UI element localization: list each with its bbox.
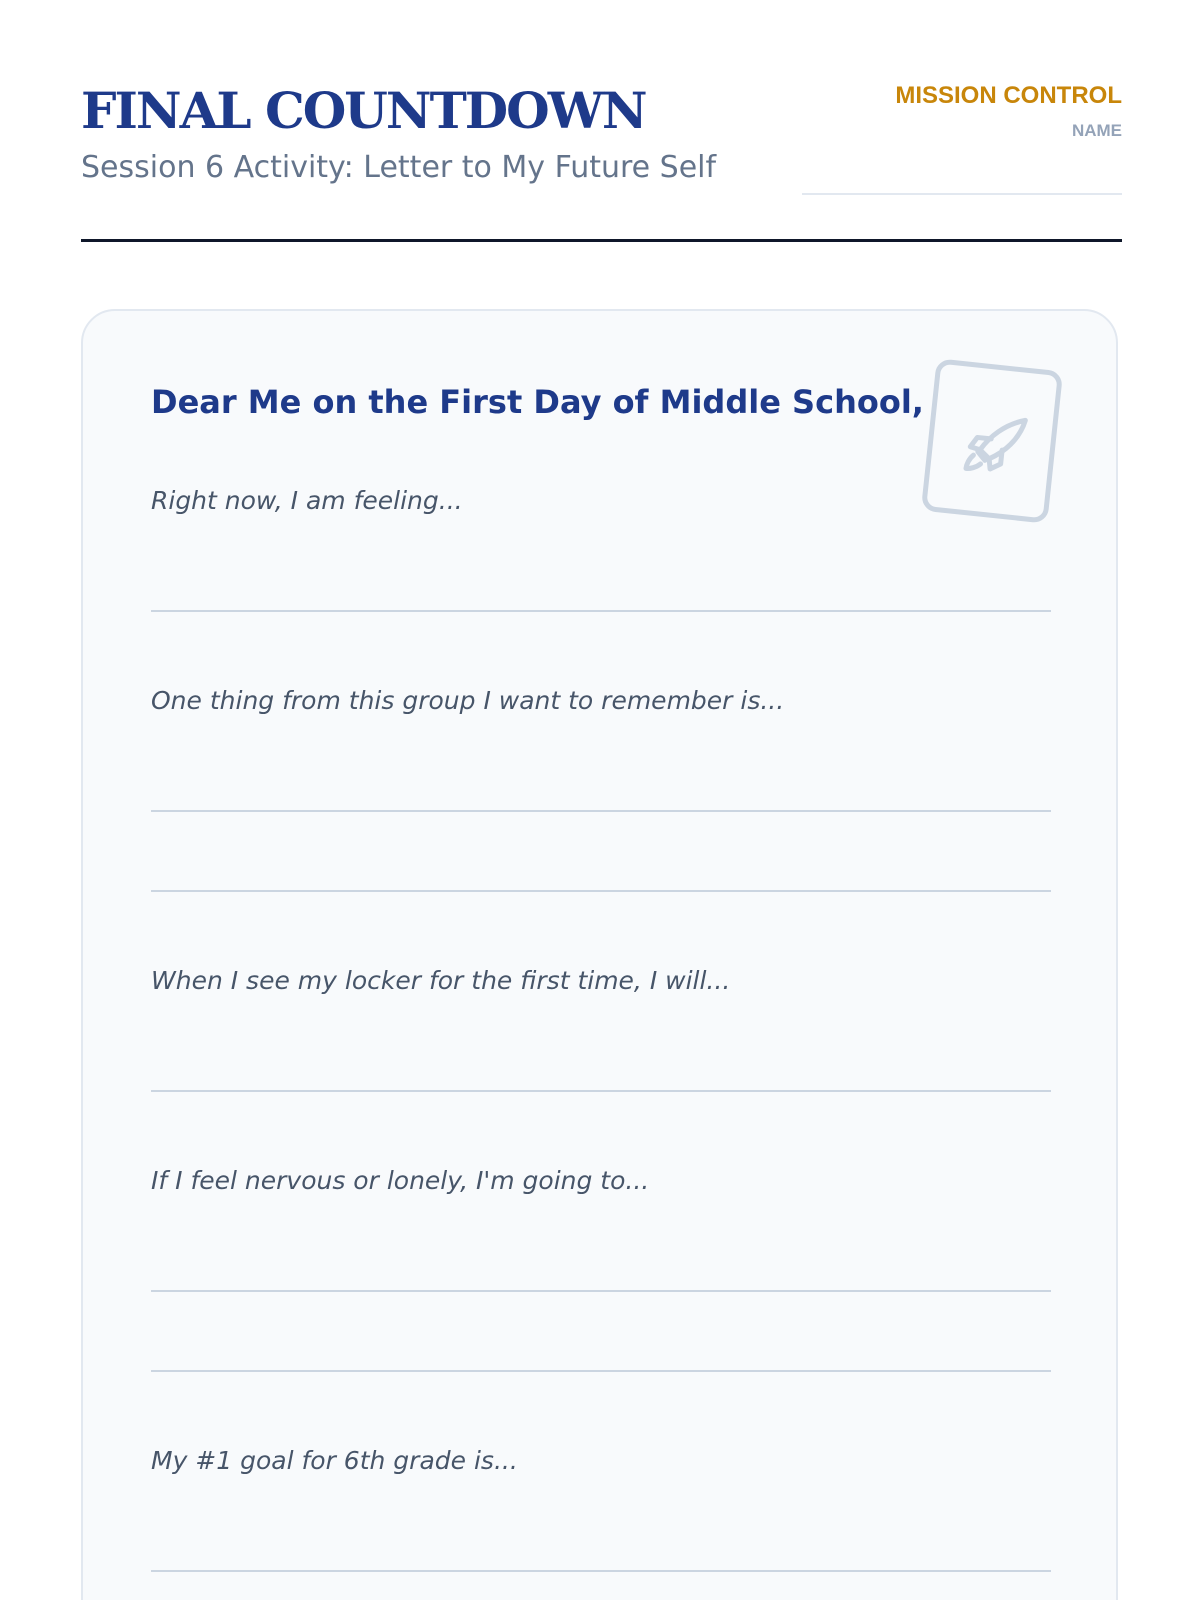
page-subtitle: Session 6 Activity: Letter to My Future Self — [81, 150, 717, 185]
writing-line[interactable] — [151, 1090, 1051, 1092]
writing-line[interactable] — [151, 890, 1051, 892]
writing-line[interactable] — [151, 1370, 1051, 1372]
header-divider — [81, 239, 1122, 242]
mission-control-label: MISSION CONTROL — [895, 82, 1122, 109]
letter-card — [81, 309, 1118, 1600]
name-label: NAME — [1071, 121, 1122, 140]
worksheet-header — [81, 80, 1122, 240]
prompt-nervous: If I feel nervous or lonely, I'm going to... — [151, 1166, 650, 1195]
page-title: FINAL COUNTDOWN — [81, 81, 646, 140]
writing-line[interactable] — [151, 1570, 1051, 1572]
writing-line[interactable] — [151, 810, 1051, 812]
name-block — [792, 80, 1122, 200]
prompt-feeling: Right now, I am feeling... — [151, 486, 463, 515]
writing-line[interactable] — [151, 610, 1051, 612]
writing-line[interactable] — [151, 1290, 1051, 1292]
prompt-goal: My #1 goal for 6th grade is... — [151, 1446, 518, 1475]
prompt-locker: When I see my locker for the first time, I will... — [151, 966, 731, 995]
prompt-remember: One thing from this group I want to remember is... — [151, 686, 785, 715]
letter-greeting: Dear Me on the First Day of Middle School, — [151, 383, 924, 421]
rocket-icon — [919, 357, 1065, 526]
name-field[interactable] — [802, 193, 1122, 195]
